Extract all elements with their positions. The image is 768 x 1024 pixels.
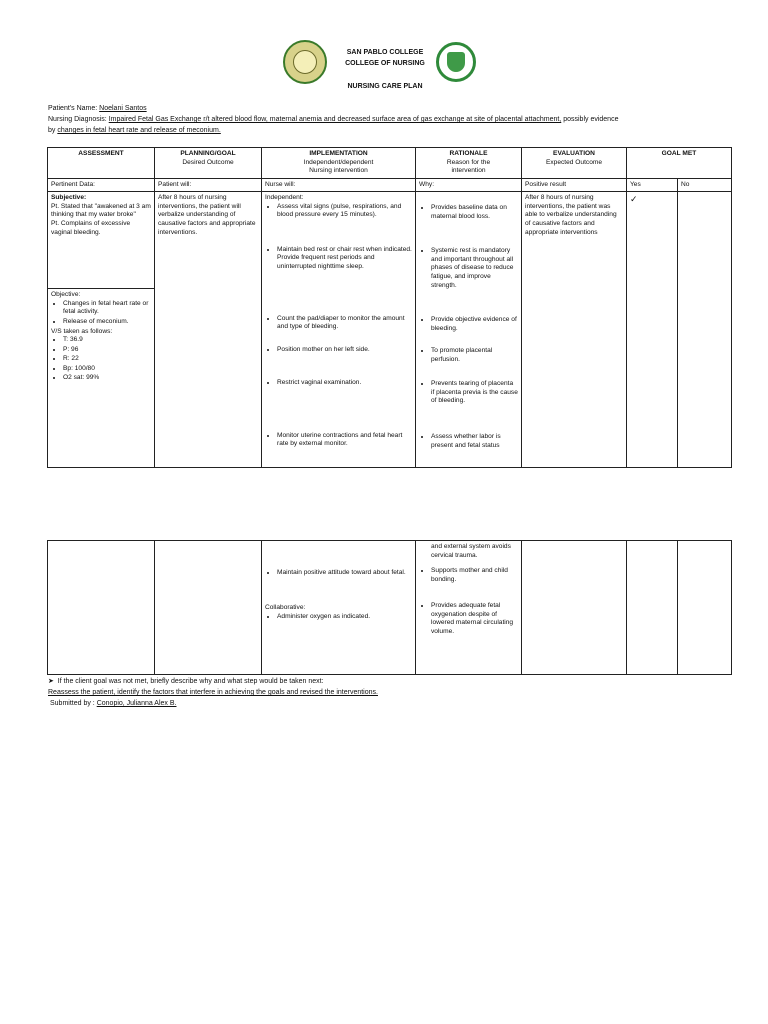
rationale-item: • Prevents tearing of placenta if placenta previa is the cause of bleeding. bbox=[431, 380, 518, 432]
pertinent-data-label: Pertinent Data: bbox=[48, 178, 155, 192]
goal-not-met-answer: Reassess the patient, identify the factors that interfere in achieving the goals and revised the interventions. bbox=[48, 689, 378, 696]
objective-item: • Release of meconium. bbox=[63, 318, 151, 327]
evaluation-header-label: EVALUATION bbox=[553, 150, 595, 157]
objective-label: Objective: bbox=[51, 291, 81, 299]
evaluation-cont-cell bbox=[522, 541, 627, 675]
vital-sign-item: • P: 96 bbox=[63, 346, 151, 355]
rationale-continued: and external system avoids cervical trauma. bbox=[431, 543, 511, 559]
diagnosis-label: Nursing Diagnosis: bbox=[48, 116, 107, 123]
rationale-header-sub1: Reason for the bbox=[446, 158, 491, 166]
diagnosis-evidence: changes in fetal heart rate and release of meconium. bbox=[57, 127, 221, 134]
assessment-cont-cell bbox=[48, 541, 155, 675]
why-label: Why: bbox=[416, 178, 522, 192]
implementation-cont-cell bbox=[262, 541, 416, 675]
intervention-item: • Monitor uterine contractions and fetal heart rate by external monitor. bbox=[277, 432, 412, 449]
intervention-item: • Maintain positive attitude toward about fetal. bbox=[277, 569, 412, 603]
patient-name-line bbox=[48, 104, 147, 113]
nurse-will-label: Nurse will: bbox=[262, 178, 416, 192]
patient-name: Noelani Santos bbox=[99, 105, 147, 112]
goal-met-no-cell bbox=[678, 192, 732, 468]
rationale-item: • Provide objective evidence of bleeding. bbox=[431, 316, 518, 346]
rationale-cell bbox=[416, 192, 522, 468]
department-name: COLLEGE OF NURSING bbox=[345, 60, 425, 67]
goal-met-header-label: GOAL MET bbox=[661, 150, 697, 157]
goal-met-yes-cell bbox=[627, 192, 678, 468]
rationale-header bbox=[416, 148, 522, 179]
subheader-row bbox=[48, 178, 732, 192]
vital-sign-item: • O2 sat: 99% bbox=[63, 374, 151, 383]
vital-signs-label: V/S taken as follows: bbox=[51, 327, 113, 335]
diagnosis-tail: possibly evidence bbox=[561, 116, 619, 123]
subjective-block bbox=[48, 192, 154, 289]
goal-no-cont-cell bbox=[678, 541, 732, 675]
planning-cont-cell bbox=[155, 541, 262, 675]
implementation-cell bbox=[262, 192, 416, 468]
planning-header-sub: Desired Outcome bbox=[182, 158, 234, 166]
diagnosis-line bbox=[48, 115, 618, 124]
collaborative-label: Collaborative: bbox=[265, 604, 306, 611]
subjective-label: Subjective: bbox=[51, 194, 87, 202]
implementation-header bbox=[262, 148, 416, 179]
assessment-cell bbox=[48, 192, 155, 468]
assessment-header-label: ASSESSMENT bbox=[78, 150, 124, 157]
diagnosis-line-2 bbox=[48, 126, 221, 135]
implementation-header-sub1: Independent/dependent bbox=[303, 158, 374, 166]
goal-yes-cont-cell bbox=[627, 541, 678, 675]
evaluation-cell: After 8 hours of nursing interventions, the patient was able to verbalize understanding of causative factors and appropriate interventions bbox=[522, 192, 627, 468]
planning-header bbox=[155, 148, 262, 179]
subjective-complaint: Pt. Complains of excessive vaginal bleeding. bbox=[51, 219, 131, 236]
intervention-item: • Count the pad/diaper to monitor the amount and type of bleeding. bbox=[277, 315, 412, 345]
rationale-item: • Provides adequate fetal oxygenation despite of lowered maternal circulating volume. bbox=[431, 602, 518, 636]
diagnosis-title: Impaired Fetal Gas Exchange bbox=[108, 116, 202, 123]
goal-met-header bbox=[627, 148, 732, 179]
vital-sign-item: • Bp: 100/80 bbox=[63, 365, 151, 374]
document-title: NURSING CARE PLAN bbox=[347, 83, 423, 90]
intervention-item: • Position mother on her left side. bbox=[277, 346, 412, 378]
evaluation-header bbox=[522, 148, 627, 179]
rationale-item: • Assess whether labor is present and fetal status bbox=[431, 433, 518, 450]
subjective-statement: Pt. Stated that "awakened at 3 am thinking that my water broke" bbox=[51, 202, 151, 219]
patient-will-label: Patient will: bbox=[155, 178, 262, 192]
planning-cell: After 8 hours of nursing interventions, the patient will verbalize understanding of causative factors and appropriate interventions. bbox=[155, 192, 262, 468]
diagnosis-text: r/t altered blood flow, maternal anemia and decreased surface area of gas exchange at site of placental attachment, bbox=[201, 116, 562, 123]
objective-block bbox=[48, 289, 154, 386]
rationale-item: • Provides baseline data on maternal blood loss. bbox=[431, 204, 518, 246]
diagnosis-prefix: by bbox=[48, 127, 58, 134]
arrow-bullet-icon: ➤ bbox=[48, 678, 54, 685]
implementation-header-label: IMPLEMENTATION bbox=[309, 150, 368, 157]
vital-sign-item: • T: 36.9 bbox=[63, 336, 151, 345]
intervention-item: • Administer oxygen as indicated. bbox=[277, 613, 412, 622]
rationale-item: • Supports mother and child bonding. bbox=[431, 567, 518, 601]
positive-result-label: Positive result bbox=[522, 178, 627, 192]
rationale-header-label: RATIONALE bbox=[449, 150, 488, 157]
care-plan-body-row bbox=[48, 192, 732, 468]
college-name: SAN PABLO COLLEGE bbox=[346, 49, 424, 56]
patient-name-label: Patient's Name: bbox=[48, 105, 98, 112]
rationale-cont-cell bbox=[416, 541, 522, 675]
objective-item: • Changes in fetal heart rate or fetal activity. bbox=[63, 300, 151, 317]
intervention-item: • Restrict vaginal examination. bbox=[277, 379, 412, 431]
goal-not-met-question-text: If the client goal was not met, briefly describe why and what step would be taken next: bbox=[57, 678, 324, 685]
care-plan-table bbox=[47, 147, 732, 468]
rationale-item: • To promote placental perfusion. bbox=[431, 347, 518, 379]
continuation-row bbox=[48, 541, 732, 675]
care-plan-continuation-table bbox=[47, 540, 732, 675]
planning-header-label: PLANNING/GOAL bbox=[180, 150, 236, 157]
submitted-by-label: Submitted by : bbox=[50, 700, 97, 707]
yes-label: Yes bbox=[627, 178, 678, 192]
checkmark-icon: ✓ bbox=[630, 194, 638, 205]
evaluation-header-sub: Expected Outcome bbox=[545, 158, 603, 166]
independent-label: Independent: bbox=[265, 194, 304, 202]
assessment-header bbox=[48, 148, 155, 179]
column-header-row bbox=[48, 148, 732, 179]
vital-sign-item: • R: 22 bbox=[63, 355, 151, 364]
implementation-header-sub2: Nursing intervention bbox=[309, 167, 368, 175]
intervention-item: • Maintain bed rest or chair rest when indicated. Provide frequent rest periods and uninterrupted nighttime sleep. bbox=[277, 246, 412, 314]
submitted-by-line bbox=[50, 699, 176, 708]
submitted-by-name: Conopio, Julianna Alex B. bbox=[96, 700, 177, 707]
rationale-item: • Systemic rest is mandatory and important throughout all phases of disease to reduce fatigue, and improve strength. bbox=[431, 247, 518, 315]
rationale-header-sub2: intervention bbox=[451, 167, 486, 175]
no-label: No bbox=[678, 178, 732, 192]
intervention-item: • Assess vital signs (pulse, respirations, and blood pressure every 15 minutes). bbox=[277, 203, 412, 245]
goal-not-met-question bbox=[48, 677, 324, 686]
